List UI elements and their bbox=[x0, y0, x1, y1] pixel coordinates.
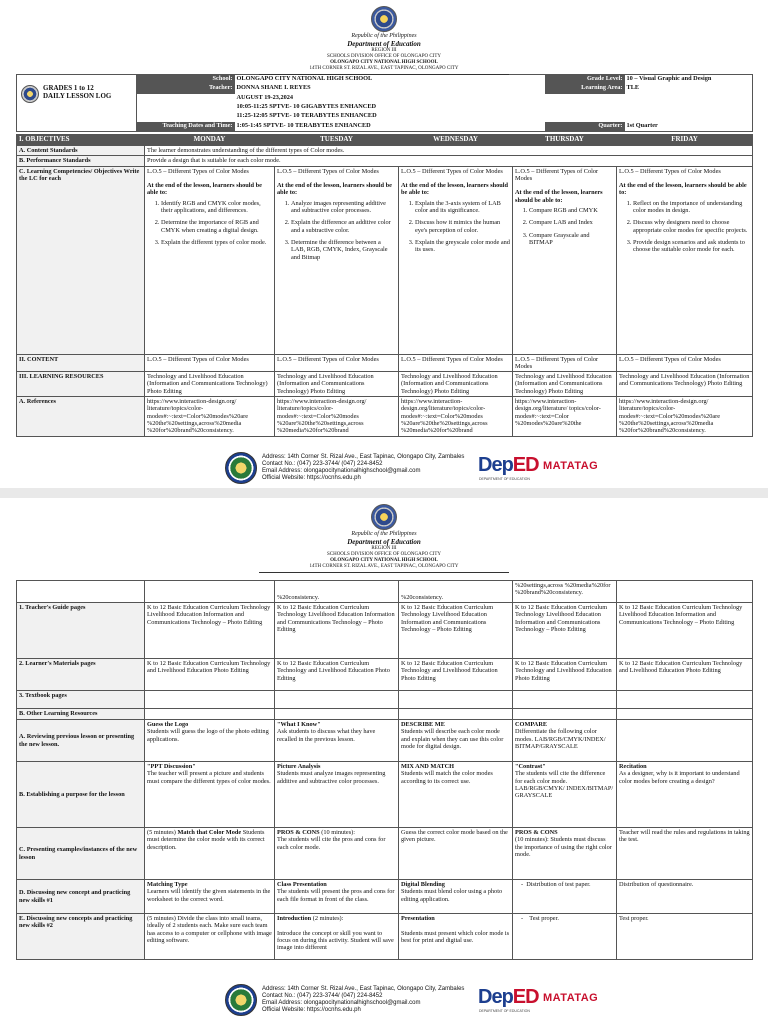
review-label: A. Reviewing previous lesson or presenting the new lesson. bbox=[17, 720, 145, 762]
matatag-logo: MATATAG bbox=[543, 992, 599, 1004]
school-label: School: bbox=[137, 75, 235, 85]
content-friday: L.O.5 – Different Types of Color Modes bbox=[617, 354, 753, 372]
discuss1-wednesday: Digital Blending Students must blend color using a photo editing application. bbox=[399, 880, 513, 914]
resources-wednesday: Technology and Livelihood Education (Information and Communications Technology) Photo Editing bbox=[399, 372, 513, 397]
deped-logo-sub: DEPARTMENT OF EDUCATION bbox=[479, 477, 530, 481]
ref-cont-tuesday: %20consistency. bbox=[275, 581, 399, 603]
grade-value: 10 – Visual Graphic and Design bbox=[626, 75, 712, 82]
review-thursday: COMPARE Differentiate the following color modes. LAB/RGB/CMYK/INDEX/ BITMAP/GRAYSCALE bbox=[513, 720, 617, 762]
reference-wednesday: https://www.interaction- design.org/literature/topics/color- modes#:~:text=Color%20modes %20are%20the%20settings,across %20media%20for%20brand bbox=[399, 397, 513, 437]
tg-wednesday: K to 12 Basic Education Curriculum Technology Livelihood Education Information and Communications Technology – Photo Editing bbox=[399, 603, 513, 659]
review-tuesday: "What I Know" Ask students to discuss what they have recalled in the previous lesson. bbox=[275, 720, 399, 762]
deped-logo: DepED bbox=[478, 454, 539, 476]
day-friday: FRIDAY bbox=[617, 135, 753, 146]
performance-standards: Provide a design that is suitable for each color mode. bbox=[145, 156, 753, 166]
purpose-label: B. Establishing a purpose for the lesson bbox=[17, 762, 145, 828]
references-label: A. References bbox=[17, 397, 145, 437]
reference-tuesday: https://www.interaction-design.org/ literature/topics/color- modes#:~:text=Color%20modes %20are%20the%20settings,across %20media%20for%20brand bbox=[275, 397, 399, 437]
dates-label: Teaching Dates and Time: bbox=[137, 122, 235, 132]
discuss1-monday: Matching Type Learners will identify the given statements in the worksheet to the correct word. bbox=[145, 880, 275, 914]
date-value: AUGUST 19-23,2024 bbox=[236, 93, 294, 101]
tg-friday: K to 12 Basic Education Curriculum Technology Livelihood Education Information and Communications Technology – Photo Editing bbox=[617, 603, 753, 659]
page-footer-2: Address: 14th Corner St. Rizal Ave., East Tapinac, Olongapo City, Zambales Contact No.: (047) 223-3744/ (047) 224-8452 Email Address: olongapocitynationalhighschool@gmail.com Official Website: https://ocnhs.edu.ph DepED DEPARTMENT OF EDUCATION MATATAG bbox=[0, 980, 768, 1020]
school-seal-icon bbox=[225, 452, 257, 484]
discuss2-tuesday: Introduction (2 minutes): Introduce the concept or skill you want to focus on during this activity. Student will save image into different bbox=[275, 914, 399, 960]
content-standards-label: A. Content Standards bbox=[17, 146, 145, 156]
letterhead-2: Republic of the Philippines Department of Education REGION III SCHOOLS DIVISION OFFICE OF OLONGAPO CITY OLONGAPO CITY NATIONAL HIGH SCHOOL 14TH CORNER ST. RIZAL AVE., EAST TAPINAC, OLONGAPO CITY bbox=[0, 504, 768, 572]
content-label: II. CONTENT bbox=[17, 354, 145, 372]
content-tuesday: L.O.5 – Different Types of Color Modes bbox=[275, 354, 399, 372]
matatag-logo: MATATAG bbox=[543, 460, 599, 472]
teacher-label: Teacher: bbox=[137, 84, 235, 93]
discuss1-thursday: - Distribution of test paper. bbox=[513, 880, 617, 914]
header-address: 14TH CORNER ST. RIZAL AVE., EAST TAPINAC, OLONGAPO CITY bbox=[309, 66, 459, 71]
review-wednesday: DESCRIBE ME Students will describe each color mode and explain when they can use this color mode for digital design. bbox=[399, 720, 513, 762]
page-1 bbox=[0, 0, 768, 488]
discuss1-friday: Distribution of questionnaire. bbox=[617, 880, 753, 914]
competencies-thursday: L.O.5 – Different Types of Color Modes At the end of the lesson, learners should be able to: 1. Compare RGB and CMYK 2. Compare LAB and Index 3. Compare Grayscale and BITMAP bbox=[513, 166, 617, 354]
discuss2-label: E. Discussing new concepts and practicing new skills #2 bbox=[17, 914, 145, 960]
purpose-thursday: "Contrast" The students will cite the difference for each color mode. LAB/RGB/CMYK/ INDEX/BITMAP/ GRAYSCALE bbox=[513, 762, 617, 828]
teacher-value: DONNA SHANE I. REYES bbox=[236, 84, 311, 92]
time-1: 10:05-11:25 SPTVE- 10 GIGABYTES ENHANCED bbox=[236, 102, 377, 110]
examples-tuesday: PROS & CONS (10 minutes): The students will cite the pros and cons for each color mode. bbox=[275, 828, 399, 880]
time-2: 11:25-12:05 SPTVE- 10 TERABYTES ENHANCED bbox=[236, 112, 377, 120]
quarter-value: 1st Quarter bbox=[626, 121, 658, 129]
examples-label: C. Presenting examples/instances of the new lesson bbox=[17, 828, 145, 880]
review-monday: Guess the Logo Students will guess the logo of the photo editing applications. bbox=[145, 720, 275, 762]
page-footer bbox=[0, 448, 768, 488]
day-monday: MONDAY bbox=[145, 135, 275, 146]
resources-friday: Technology and Livelihood Education (Information and Communications Technology) Photo Editing bbox=[617, 372, 753, 397]
tg-monday: K to 12 Basic Education Curriculum Technology Livelihood Education Information and Communications Technology – Photo Editing bbox=[145, 603, 275, 659]
competencies-wednesday: L.O.5 – Different Types of Color Modes At the end of the lesson, learners should be able to: 1. Explain the 3-axis system of LAB color and its significance. 2. Discuss how it mimics the human eye's perception of color. 3. Explain the greyscale color mode and its uses. bbox=[399, 166, 513, 354]
discuss1-tuesday: Class Presentation The students will present the pros and cons for each file format in front of the class. bbox=[275, 880, 399, 914]
quarter-label: Quarter: bbox=[545, 122, 625, 132]
discuss2-monday: (5 minutes) Divide the class into small teams, ideally of 2 students each. Make sure each team has access to a computer or cellphone with image editing software. bbox=[145, 914, 275, 960]
objectives-header: I. OBJECTIVES bbox=[17, 135, 145, 146]
content-monday: L.O.5 – Different Types of Color Modes bbox=[145, 354, 275, 372]
content-standards: The learner demonstrates understanding of the different types of Color modes. bbox=[145, 146, 753, 156]
textbook-label: 3. Textbook pages bbox=[17, 691, 145, 709]
purpose-wednesday: MIX AND MATCH Students will match the color modes according to its correct use. bbox=[399, 762, 513, 828]
letterhead bbox=[0, 6, 768, 74]
learners-materials-label: 2. Learner's Materials pages bbox=[17, 659, 145, 691]
area-value: TLE bbox=[626, 84, 640, 92]
discuss2-friday: Test proper. bbox=[617, 914, 753, 960]
header-region: REGION III bbox=[371, 48, 397, 53]
grade-label: Grade Level: bbox=[545, 75, 625, 85]
competencies-label: C. Learning Competencies/ Objectives Write the LC for each bbox=[17, 166, 145, 354]
lm-friday: K to 12 Basic Education Curriculum Technology and Livelihood Education Photo Editing bbox=[617, 659, 753, 691]
purpose-tuesday: Picture Analysis Students must analyze images representing additive and subtractive color processes. bbox=[275, 762, 399, 828]
competencies-tuesday: L.O.5 – Different Types of Color Modes At the end of the lesson, learners should be able to: 1. Analyze images representing additive and subtractive color processes. 2. Explain the difference an additive color and a subtractive color. 3. Determine the difference between a LAB, RGB, CMYK, Index, Grayscale and Bitmap bbox=[275, 166, 399, 354]
tg-tuesday: K to 12 Basic Education Curriculum Technology Livelihood Education Information and Communications Technology – Photo Editing bbox=[275, 603, 399, 659]
resources-label: III. LEARNING RESOURCES bbox=[17, 372, 145, 397]
header-republic: Republic of the Philippines bbox=[351, 33, 417, 39]
log-title: GRADES 1 to 12 DAILY LESSON LOG bbox=[43, 84, 112, 100]
examples-monday: (5 minutes) Match that Color Mode Students must determine the color mode with its correct description. bbox=[145, 828, 275, 880]
deped-seal-icon bbox=[371, 504, 397, 530]
resources-thursday: Technology and Livelihood Education (Information and Communications Technology) Photo Editing bbox=[513, 372, 617, 397]
purpose-friday: Recitation As a designer, why is it important to understand color modes before creating a design? bbox=[617, 762, 753, 828]
header-school: OLONGAPO CITY NATIONAL HIGH SCHOOL bbox=[330, 60, 438, 65]
content-wednesday: L.O.5 – Different Types of Color Modes bbox=[399, 354, 513, 372]
examples-wednesday: Guess the correct color mode based on the given picture. bbox=[399, 828, 513, 880]
school-seal-icon bbox=[225, 984, 257, 1016]
reference-monday: https://www.interaction-design.org/ literature/topics/color- modes#:~:text=Color%20modes%20are %20the%20settings,across%20media %20for%20brand%20consistency. bbox=[145, 397, 275, 437]
other-resources-label: B. Other Learning Resources bbox=[17, 709, 145, 720]
header-division: SCHOOLS DIVISION OFFICE OF OLONGAPO CITY bbox=[326, 54, 442, 59]
deped-seal-icon bbox=[371, 6, 397, 32]
reference-friday: https://www.interaction-design.org/ literature/topics/color- modes#:~:text=Color%20modes%20are %20the%20settings,across%20media %20for%20brand%20consistency. bbox=[617, 397, 753, 437]
day-tuesday: TUESDAY bbox=[275, 135, 399, 146]
page-2 bbox=[0, 498, 768, 1024]
competencies-friday: L.O.5 – Different Types of Color Modes At the end of the lesson, learners should be able to: 1. Reflect on the importance of understanding color modes in design. 2. Discuss why designers need to choose appropriate color modes for specific projects. 3. Provide design scenarios and ask students to choose the suitable color mode for each. bbox=[617, 166, 753, 354]
examples-friday: Teacher will read the rules and regulations in taking the test. bbox=[617, 828, 753, 880]
header-department: Department of Education bbox=[347, 40, 421, 48]
area-label: Learning Area: bbox=[545, 84, 625, 93]
deped-logo: DepED bbox=[478, 986, 539, 1008]
discuss2-thursday: - Test proper. bbox=[513, 914, 617, 960]
ref-cont-wednesday: %20consistency. bbox=[399, 581, 513, 603]
day-wednesday: WEDNESDAY bbox=[399, 135, 513, 146]
discuss2-wednesday: Presentation Students must present which color mode is best for print and digital use. bbox=[399, 914, 513, 960]
purpose-monday: "PPT Discussion" The teacher will present a picture and students must compare the different types of color modes. bbox=[145, 762, 275, 828]
resources-tuesday: Technology and Livelihood Education (Information and Communications Technology) Photo Editing bbox=[275, 372, 399, 397]
examples-thursday: PROS & CONS (10 minutes): Students must discuss the importance of using the right color mode. bbox=[513, 828, 617, 880]
lm-tuesday: K to 12 Basic Education Curriculum Technology and Livelihood Education Photo Editing bbox=[275, 659, 399, 691]
footer-contact: Address: 14th Corner St. Rizal Ave., East Tapinac, Olongapo City, Zambales Contact No.: (047) 223-3744/ (047) 224-8452 Email Address: olongapocitynationalhighschool@gmail.com Official Website: https://ocnhs.edu.ph bbox=[262, 454, 465, 481]
objectives-table bbox=[16, 134, 753, 437]
teachers-guide-label: 1. Teacher's Guide pages bbox=[17, 603, 145, 659]
time-3: 1:05-1:45 SPTVE- 10 TERABYTES ENHANCED bbox=[236, 121, 371, 129]
performance-standards-label: B. Performance Standards bbox=[17, 156, 145, 166]
day-thursday: THURSDAY bbox=[513, 135, 617, 146]
school-value: OLONGAPO CITY NATIONAL HIGH SCHOOL bbox=[236, 75, 373, 82]
log-title-cell bbox=[17, 75, 137, 132]
reference-thursday: https://www.interaction- design.org/literature/ topics/color- modes#:~:text=Color %20modes%20are%20the bbox=[513, 397, 617, 437]
procedures-table bbox=[16, 580, 753, 960]
competencies-monday: L.O.5 – Different Types of Color Modes At the end of the lesson, learners should be able to: 1. Identify RGB and CMYK color modes, their applications, and differences. 2. Determine the importance of RGB and CMYK when creating a digital design. 3. Explain the different types of color mode. bbox=[145, 166, 275, 354]
content-thursday: L.O.5 – Different Types of Color Modes bbox=[513, 354, 617, 372]
ref-cont-thursday: %20settings,across %20media%20for %20brand%20consistency. bbox=[513, 581, 617, 603]
resources-monday: Technology and Livelihood Education (Information and Communications Technology) Photo Editing bbox=[145, 372, 275, 397]
tg-thursday: K to 12 Basic Education Curriculum Technology Livelihood Education Information and Communications Technology – Photo Editing bbox=[513, 603, 617, 659]
lm-thursday: K to 12 Basic Education Curriculum Technology and Livelihood Education Photo Editing bbox=[513, 659, 617, 691]
info-block bbox=[16, 74, 753, 132]
lm-monday: K to 12 Basic Education Curriculum Technology and Livelihood Education Photo Editing bbox=[145, 659, 275, 691]
deped-logo-icon bbox=[21, 85, 39, 103]
discuss1-label: D. Discussing new concept and practicing new skills #1 bbox=[17, 880, 145, 914]
lm-wednesday: K to 12 Basic Education Curriculum Technology and Livelihood Education Photo Editing bbox=[399, 659, 513, 691]
